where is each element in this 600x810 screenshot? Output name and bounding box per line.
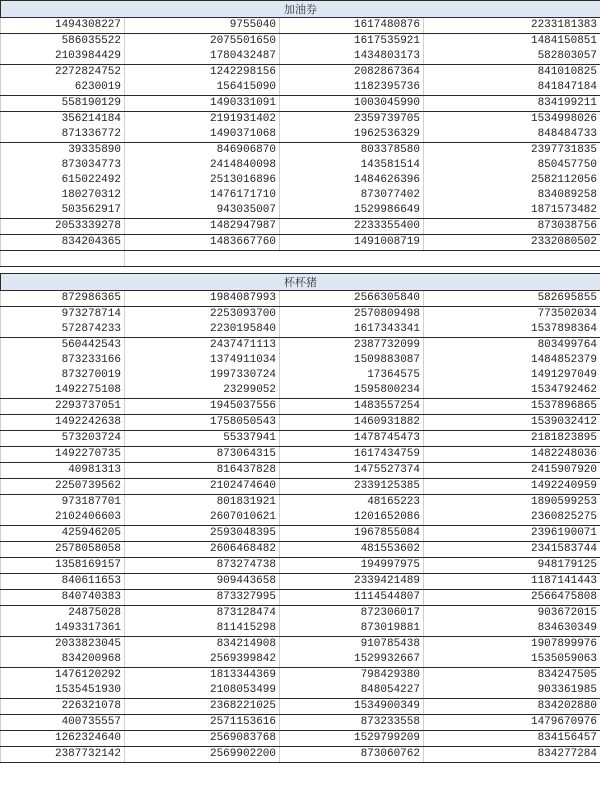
table-cell[interactable]: 48165223	[280, 495, 424, 511]
table-cell[interactable]: 1534998026	[424, 112, 600, 128]
table-cell[interactable]: 2387732099	[280, 338, 424, 354]
table-row	[1, 463, 600, 479]
table-row	[1, 558, 600, 574]
table-cell[interactable]: 1535059063	[424, 652, 600, 668]
table-cell[interactable]: 1509883087	[280, 353, 424, 368]
table-cell[interactable]: 973187701	[1, 495, 125, 511]
table-cell[interactable]: 2415907920	[424, 463, 600, 479]
table-cell[interactable]: 841010825	[424, 65, 600, 81]
table-cell[interactable]: 973278714	[1, 307, 125, 323]
table-cell[interactable]: 910785438	[280, 637, 424, 653]
table-cell[interactable]: 582803057	[424, 49, 600, 65]
table-cell[interactable]: 834199211	[424, 96, 600, 112]
table-cell[interactable]: 2607010621	[125, 510, 280, 526]
empty-cell[interactable]	[125, 251, 280, 267]
table-row	[1, 637, 600, 653]
table-cell[interactable]: 1114544807	[280, 590, 424, 606]
table-cell[interactable]: 834277284	[424, 747, 600, 763]
empty-cell[interactable]	[1, 251, 125, 267]
table-cell[interactable]: 1617434759	[280, 447, 424, 463]
table-cell[interactable]: 1494308227	[1, 18, 125, 34]
table-cell[interactable]: 2578058058	[1, 542, 125, 558]
table-cell[interactable]: 873019881	[280, 621, 424, 637]
table-cell[interactable]: 9755040	[125, 18, 280, 34]
table-cell[interactable]: 834247505	[424, 668, 600, 684]
table-cell[interactable]: 1490331091	[125, 96, 280, 112]
table-cell[interactable]: 2566475808	[424, 590, 600, 606]
table-cell[interactable]: 1483557254	[280, 399, 424, 415]
table-cell[interactable]: 1890599253	[424, 495, 600, 511]
table-cell[interactable]: 180270312	[1, 188, 125, 203]
table-cell[interactable]: 2414840098	[125, 158, 280, 173]
table-cell[interactable]: 834630349	[424, 621, 600, 637]
table-cell[interactable]: 1374911034	[125, 353, 280, 368]
table-cell[interactable]: 1492242638	[1, 415, 125, 431]
empty-row	[1, 251, 600, 267]
table-row	[1, 731, 600, 747]
table-cell[interactable]: 2360825275	[424, 510, 600, 526]
table-cell[interactable]: 1434803173	[280, 49, 424, 65]
table-row	[1, 203, 600, 219]
table-row	[1, 526, 600, 542]
table-cell[interactable]: 1945037556	[125, 399, 280, 415]
table-cell[interactable]: 834202880	[424, 699, 600, 715]
table-cell[interactable]: 2233355400	[280, 219, 424, 235]
table-cell[interactable]: 816437828	[125, 463, 280, 479]
table-cell[interactable]: 615022492	[1, 173, 125, 188]
table-cell[interactable]: 2569902200	[125, 747, 280, 763]
table-cell[interactable]: 1201652086	[280, 510, 424, 526]
table-cell[interactable]: 1529799209	[280, 731, 424, 747]
section-title: 杯杯猪	[1, 274, 600, 291]
table-cell[interactable]: 1187141443	[424, 574, 600, 590]
table-cell[interactable]: 2075501650	[125, 34, 280, 50]
table-cell[interactable]: 1595800234	[280, 383, 424, 399]
table-row	[1, 291, 600, 307]
table-row	[1, 431, 600, 447]
table-cell[interactable]: 1242298156	[125, 65, 280, 81]
table-cell[interactable]: 2569399842	[125, 652, 280, 668]
table-cell[interactable]: 2191931402	[125, 112, 280, 128]
table-cell[interactable]: 834204365	[1, 235, 125, 251]
table-cell[interactable]: 39335890	[1, 143, 125, 159]
table-cell[interactable]: 803499764	[424, 338, 600, 354]
table-cell[interactable]: 2103984429	[1, 49, 125, 65]
table-cell[interactable]: 1492270735	[1, 447, 125, 463]
table-cell[interactable]: 1484150851	[424, 34, 600, 50]
table-cell[interactable]: 17364575	[280, 368, 424, 383]
table-row	[1, 219, 600, 235]
table-cell[interactable]: 1493317361	[1, 621, 125, 637]
table-cell[interactable]: 2513016896	[125, 173, 280, 188]
table-row	[1, 542, 600, 558]
table-cell[interactable]: 2102474640	[125, 479, 280, 495]
table-row	[1, 383, 600, 399]
table-cell[interactable]: 572874233	[1, 322, 125, 338]
table-cell[interactable]: 23299052	[125, 383, 280, 399]
table-cell[interactable]: 560442543	[1, 338, 125, 354]
table-cell[interactable]: 2341583744	[424, 542, 600, 558]
empty-cell[interactable]	[280, 251, 424, 267]
table-cell[interactable]: 425946205	[1, 526, 125, 542]
table-row	[1, 699, 600, 715]
table-cell[interactable]: 903672015	[424, 606, 600, 622]
table-row	[1, 621, 600, 637]
section-header	[1, 1, 600, 18]
table-cell[interactable]: 1483667760	[125, 235, 280, 251]
table-row	[1, 510, 600, 526]
table-cell[interactable]: 834214908	[125, 637, 280, 653]
table-cell[interactable]: 872986365	[1, 291, 125, 307]
table-cell[interactable]: 2397731835	[424, 143, 600, 159]
table-cell[interactable]: 873270019	[1, 368, 125, 383]
section-gap	[1, 267, 600, 274]
table-cell[interactable]: 2359739705	[280, 112, 424, 128]
table-row	[1, 127, 600, 143]
table-row	[1, 18, 600, 34]
table-cell[interactable]: 1907899976	[424, 637, 600, 653]
table-cell[interactable]: 226321078	[1, 699, 125, 715]
table-cell[interactable]: 1484626396	[280, 173, 424, 188]
table-cell[interactable]: 848054227	[280, 683, 424, 699]
table-cell[interactable]: 582695855	[424, 291, 600, 307]
table-cell[interactable]: 2233181383	[424, 18, 600, 34]
table-cell[interactable]: 2368221025	[125, 699, 280, 715]
table-cell[interactable]: 943035007	[125, 203, 280, 219]
table-row	[1, 715, 600, 731]
table-cell[interactable]: 2570809498	[280, 307, 424, 323]
table-cell[interactable]: 1967855084	[280, 526, 424, 542]
table-row	[1, 158, 600, 173]
table-row	[1, 34, 600, 50]
table-cell[interactable]: 1529986649	[280, 203, 424, 219]
table-cell[interactable]: 1358169157	[1, 558, 125, 574]
table-cell[interactable]: 1479670976	[424, 715, 600, 731]
table-cell[interactable]: 481553602	[280, 542, 424, 558]
table-cell[interactable]: 1182395736	[280, 80, 424, 96]
table-cell[interactable]: 850457750	[424, 158, 600, 173]
table-cell[interactable]: 834156457	[424, 731, 600, 747]
table-cell[interactable]: 873274738	[125, 558, 280, 574]
table-cell[interactable]: 1484852379	[424, 353, 600, 368]
table-cell[interactable]: 2582112056	[424, 173, 600, 188]
table-cell[interactable]: 1535451930	[1, 683, 125, 699]
table-cell[interactable]: 873077402	[280, 188, 424, 203]
table-body	[1, 1, 600, 763]
table-row	[1, 188, 600, 203]
table-cell[interactable]: 1997330724	[125, 368, 280, 383]
table-row	[1, 415, 600, 431]
table-row	[1, 495, 600, 511]
table-row	[1, 590, 600, 606]
table-row	[1, 338, 600, 354]
table-row	[1, 368, 600, 383]
table-cell[interactable]: 2253093700	[125, 307, 280, 323]
table-cell[interactable]: 773502034	[424, 307, 600, 323]
table-row	[1, 96, 600, 112]
table-cell[interactable]: 558190129	[1, 96, 125, 112]
table-row	[1, 652, 600, 668]
table-cell[interactable]: 1780432487	[125, 49, 280, 65]
table-cell[interactable]: 2102406603	[1, 510, 125, 526]
table-row	[1, 479, 600, 495]
table-cell[interactable]: 1539032412	[424, 415, 600, 431]
table-cell[interactable]: 798429380	[280, 668, 424, 684]
table-cell[interactable]: 1492275108	[1, 383, 125, 399]
table-cell[interactable]: 1460931882	[280, 415, 424, 431]
table-cell[interactable]: 1482947987	[125, 219, 280, 235]
table-cell[interactable]: 2332080502	[424, 235, 600, 251]
table-cell[interactable]: 1617480876	[280, 18, 424, 34]
table-cell[interactable]: 1478745473	[280, 431, 424, 447]
table-cell[interactable]: 873233166	[1, 353, 125, 368]
section-title: 加油券	[1, 1, 600, 18]
table-cell[interactable]: 143581514	[280, 158, 424, 173]
table-cell[interactable]: 1476171710	[125, 188, 280, 203]
table-row	[1, 574, 600, 590]
table-cell[interactable]: 1984087993	[125, 291, 280, 307]
table-cell[interactable]: 1617535921	[280, 34, 424, 50]
table-cell[interactable]: 909443658	[125, 574, 280, 590]
table-cell[interactable]: 586035522	[1, 34, 125, 50]
table-cell[interactable]: 2053339278	[1, 219, 125, 235]
table-cell[interactable]: 6230019	[1, 80, 125, 96]
table-cell[interactable]: 872306017	[280, 606, 424, 622]
table-cell[interactable]: 873233558	[280, 715, 424, 731]
table-row	[1, 173, 600, 188]
table-row	[1, 80, 600, 96]
table-cell[interactable]: 803378580	[280, 143, 424, 159]
table-cell[interactable]: 2033823045	[1, 637, 125, 653]
table-cell[interactable]: 801831921	[125, 495, 280, 511]
table-cell[interactable]: 2566305840	[280, 291, 424, 307]
table-cell[interactable]: 848484733	[424, 127, 600, 143]
table-row	[1, 49, 600, 65]
table-cell[interactable]: 1962536329	[280, 127, 424, 143]
table-cell[interactable]: 400735557	[1, 715, 125, 731]
table-cell[interactable]: 1813344369	[125, 668, 280, 684]
table-row	[1, 235, 600, 251]
table-row	[1, 606, 600, 622]
table-cell[interactable]: 2181823895	[424, 431, 600, 447]
table-cell[interactable]: 40981313	[1, 463, 125, 479]
table-cell[interactable]: 1537896865	[424, 399, 600, 415]
table-row	[1, 399, 600, 415]
table-row	[1, 112, 600, 128]
table-cell[interactable]: 948179125	[424, 558, 600, 574]
table-cell[interactable]: 55337941	[125, 431, 280, 447]
table-cell[interactable]: 873038756	[424, 219, 600, 235]
table-cell[interactable]: 871336772	[1, 127, 125, 143]
table-cell[interactable]: 2387732142	[1, 747, 125, 763]
table-cell[interactable]: 1492240959	[424, 479, 600, 495]
table-row	[1, 447, 600, 463]
table-cell[interactable]: 1534900349	[280, 699, 424, 715]
table-cell[interactable]: 356214184	[1, 112, 125, 128]
table-cell[interactable]: 2293737051	[1, 399, 125, 415]
table-row	[1, 668, 600, 684]
table-cell[interactable]: 2396190071	[424, 526, 600, 542]
table-cell[interactable]: 1491008719	[280, 235, 424, 251]
table-cell[interactable]: 1476120292	[1, 668, 125, 684]
table-cell[interactable]: 2339421489	[280, 574, 424, 590]
table-cell[interactable]: 846906870	[125, 143, 280, 159]
table-cell[interactable]: 2569083768	[125, 731, 280, 747]
table-cell[interactable]: 2437471113	[125, 338, 280, 354]
table-cell[interactable]: 1537898364	[424, 322, 600, 338]
table-cell[interactable]: 873327995	[125, 590, 280, 606]
empty-cell[interactable]	[424, 251, 600, 267]
table-cell[interactable]: 2230195840	[125, 322, 280, 338]
table-cell[interactable]: 873128474	[125, 606, 280, 622]
table-cell[interactable]: 1617343341	[280, 322, 424, 338]
table-cell[interactable]: 1758050543	[125, 415, 280, 431]
table-cell[interactable]: 840740383	[1, 590, 125, 606]
table-cell[interactable]: 834089258	[424, 188, 600, 203]
table-cell[interactable]: 2108053499	[125, 683, 280, 699]
table-cell[interactable]: 841847184	[424, 80, 600, 96]
table-cell[interactable]: 873064315	[125, 447, 280, 463]
gap-cell	[1, 267, 600, 274]
table-cell[interactable]: 1475527374	[280, 463, 424, 479]
table-cell[interactable]: 2339125385	[280, 479, 424, 495]
table-cell[interactable]: 1490371068	[125, 127, 280, 143]
table-row	[1, 322, 600, 338]
table-cell[interactable]: 903361985	[424, 683, 600, 699]
table-cell[interactable]: 1871573482	[424, 203, 600, 219]
table-cell[interactable]: 503562917	[1, 203, 125, 219]
table-cell[interactable]: 834200968	[1, 652, 125, 668]
table-cell[interactable]: 1003045990	[280, 96, 424, 112]
table-cell[interactable]: 24875028	[1, 606, 125, 622]
table-cell[interactable]: 2606468482	[125, 542, 280, 558]
table-cell[interactable]: 873060762	[280, 747, 424, 763]
table-cell[interactable]: 811415298	[125, 621, 280, 637]
table-cell[interactable]: 2250739562	[1, 479, 125, 495]
table-cell[interactable]: 156415090	[125, 80, 280, 96]
table-cell[interactable]: 2082867364	[280, 65, 424, 81]
table-row	[1, 683, 600, 699]
table-cell[interactable]: 1529932667	[280, 652, 424, 668]
table-cell[interactable]: 194997975	[280, 558, 424, 574]
section-header	[1, 274, 600, 291]
table-cell[interactable]: 2593048395	[125, 526, 280, 542]
table-cell[interactable]: 2272824752	[1, 65, 125, 81]
table-cell[interactable]: 573203724	[1, 431, 125, 447]
table-cell[interactable]: 1534792462	[424, 383, 600, 399]
table-cell[interactable]: 840611653	[1, 574, 125, 590]
table-cell[interactable]: 2571153616	[125, 715, 280, 731]
table-cell[interactable]: 1262324640	[1, 731, 125, 747]
table-row	[1, 65, 600, 81]
table-row	[1, 747, 600, 763]
table-cell[interactable]: 873034773	[1, 158, 125, 173]
table-row	[1, 353, 600, 368]
table-cell[interactable]: 1482248036	[424, 447, 600, 463]
table-row	[1, 143, 600, 159]
table-row	[1, 307, 600, 323]
table-cell[interactable]: 1491297049	[424, 368, 600, 383]
